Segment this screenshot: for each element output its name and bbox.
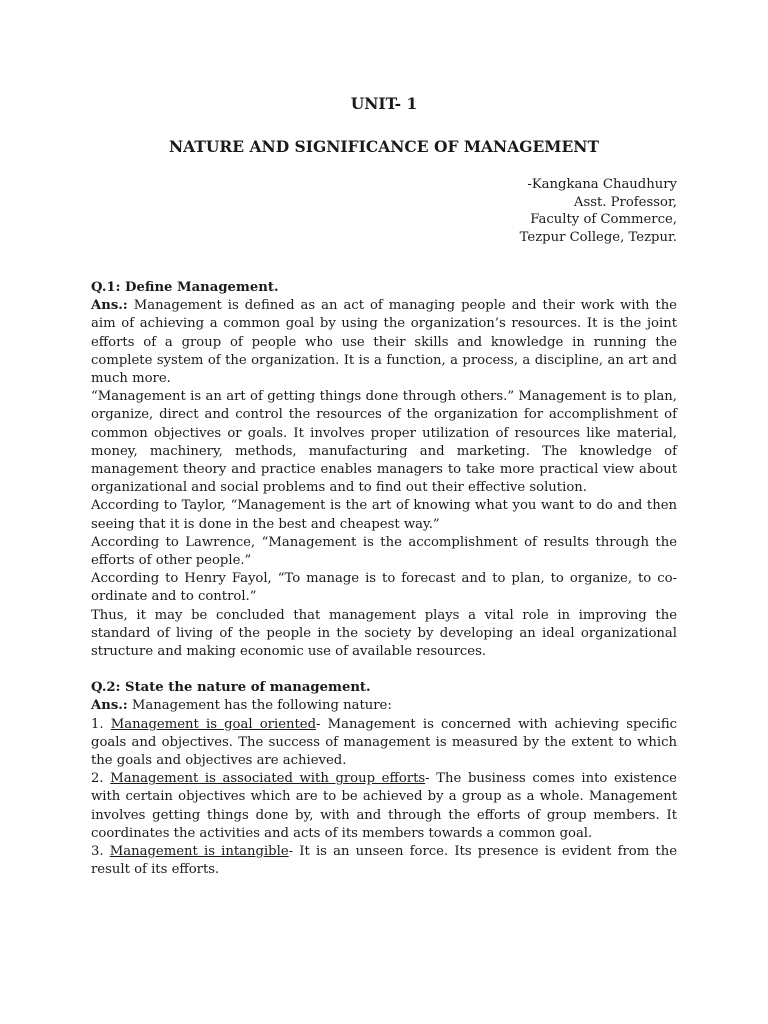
- answer-text: Management is defined as an act of managing people and their work with the aim of achieving a common goal by using the organization’s resources. It is the joint efforts of a group of people who use their skills and knowledge in running the complete system of the organization. It is a function, a process, a discipline, an art and much more.: [91, 298, 677, 387]
- author-block: [520, 176, 677, 246]
- paragraph: According to Taylor, “Management is the art of knowing what you want to do and then seeing that it is done in the best and cheapest way.”: [91, 498, 677, 532]
- list-item-title: Management is goal oriented: [110, 716, 317, 732]
- list-item-number: 3.: [91, 844, 110, 860]
- question-1-answer-paragraph: [91, 297, 677, 388]
- paragraph: “Management is an art of getting things done through others.” Management is to plan, organize, direct and control the resources of the organization for accomplishment of common objectives or goals. It involves proper utilization of resources like material, money, machinery, methods, manufacturing and marketing. The knowledge of management theory and practice enables managers to take more practical view about organizational and social problems and to find out their effective solution.: [91, 389, 677, 496]
- author-name: -Kangkana Chaudhury: [527, 177, 677, 192]
- list-item: [91, 770, 677, 843]
- answer-label: Ans.:: [91, 298, 128, 314]
- list-item: [91, 843, 677, 879]
- list-item: [91, 716, 677, 771]
- paragraph: According to Lawrence, “Management is the accomplishment of results through the efforts of other people.”: [91, 534, 677, 569]
- paragraph: According to Henry Fayol, “To manage is to forecast and to plan, to organize, to co-ordinate and to control.”: [91, 571, 677, 605]
- question-2-answer-paragraph: [91, 697, 677, 715]
- list-item-title: Management is associated with group efforts: [110, 771, 426, 787]
- paragraph: Thus, it may be concluded that management plays a vital role in improving the standard of living of the people in the society by developing an ideal organizational structure and making economic use of available resources.: [91, 607, 677, 660]
- author-faculty: Faculty of Commerce,: [530, 212, 677, 227]
- list-item-title: Management is intangible: [109, 844, 289, 860]
- list-item-text: - It is an unseen force. Its presence is evident from the result of its efforts.: [91, 844, 677, 878]
- document-body: [91, 279, 677, 880]
- section-gap: [91, 661, 677, 679]
- answer-text: Management has the following nature:: [127, 698, 392, 714]
- author-college: Tezpur College, Tezpur.: [519, 229, 677, 245]
- list-item-text: - The business comes into existence with certain objectives which are to be achieved by a group as a whole. Management involves getting things done by, with and through the efforts of group members. It coordinates the activities and acts of its members towards a common goal.: [91, 771, 677, 841]
- page-title: NATURE AND SIGNIFICANCE OF MANAGEMENT: [169, 137, 599, 156]
- list-item-number: 1.: [91, 716, 111, 732]
- list-item-text: - Management is concerned with achieving specific goals and objectives. The success of management is measured by the extent to which the goals and objectives are achieved.: [91, 716, 677, 769]
- question-2-heading: Q.2: State the nature of management.: [91, 680, 371, 696]
- author-designation: Asst. Professor,: [573, 194, 677, 210]
- unit-heading: UNIT- 1: [350, 94, 418, 113]
- answer-label: Ans.:: [91, 698, 128, 714]
- list-item-number: 2.: [91, 771, 111, 787]
- question-1-heading: Q.1: Define Management.: [91, 280, 279, 295]
